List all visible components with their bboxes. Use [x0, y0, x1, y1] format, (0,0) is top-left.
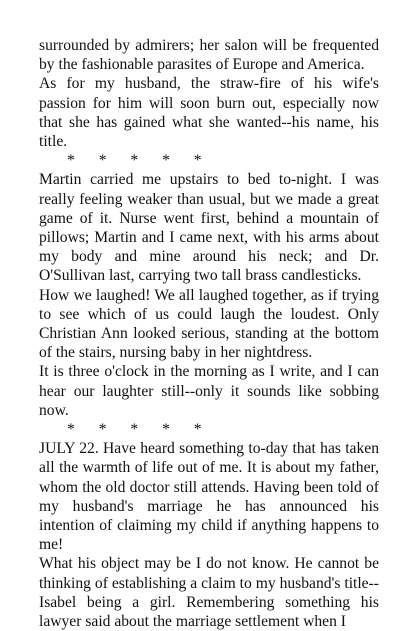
paragraph-july-22: JULY 22. Have heard something to-day that has taken all the warmth of life out of me. It is about my father, whom the old doctor still attends. Having been told of my husband's marriage he has announced his intention of claiming my child if anything happens to me!: [39, 440, 379, 554]
book-page: [39, 36, 379, 631]
section-break-1: * * * * *: [67, 152, 202, 170]
paragraph-laughed: How we laughed! We all laughed together, as if trying to see which of us could laugh the loudest. Only Christian Ann looked serious, standing at the bottom of the stairs, nursing baby in her nightdress.: [39, 286, 379, 362]
paragraph-object: What his object may be I do not know. He cannot be thinking of establishing a claim to my husband's title--Isabel being a girl. Remembering something his lawyer said about the marriage settlement when I: [39, 555, 379, 631]
paragraph-carried-upstairs: Martin carried me upstairs to bed to-night. I was really feeling weaker than usual, but we made a great game of it. Nurse went first, behind a mountain of pillows; Martin and I came next, with his arms about my body and mine around his neck; and Dr. O'Sullivan last, carrying two tall brass candlesticks.: [39, 171, 379, 285]
paragraph-three-oclock: It is three o'clock in the morning as I write, and I can hear our laughter still--only it sounds like sobbing now.: [39, 363, 379, 419]
section-break-2: * * * * *: [67, 421, 202, 439]
paragraph-husband: As for my husband, the straw-fire of his wife's passion for him will soon burn out, especially now that she has gained what she wanted--his name, his title.: [39, 75, 379, 151]
paragraph-salon: surrounded by admirers; her salon will be frequented by the fashionable parasites of Europe and America.: [39, 37, 379, 74]
